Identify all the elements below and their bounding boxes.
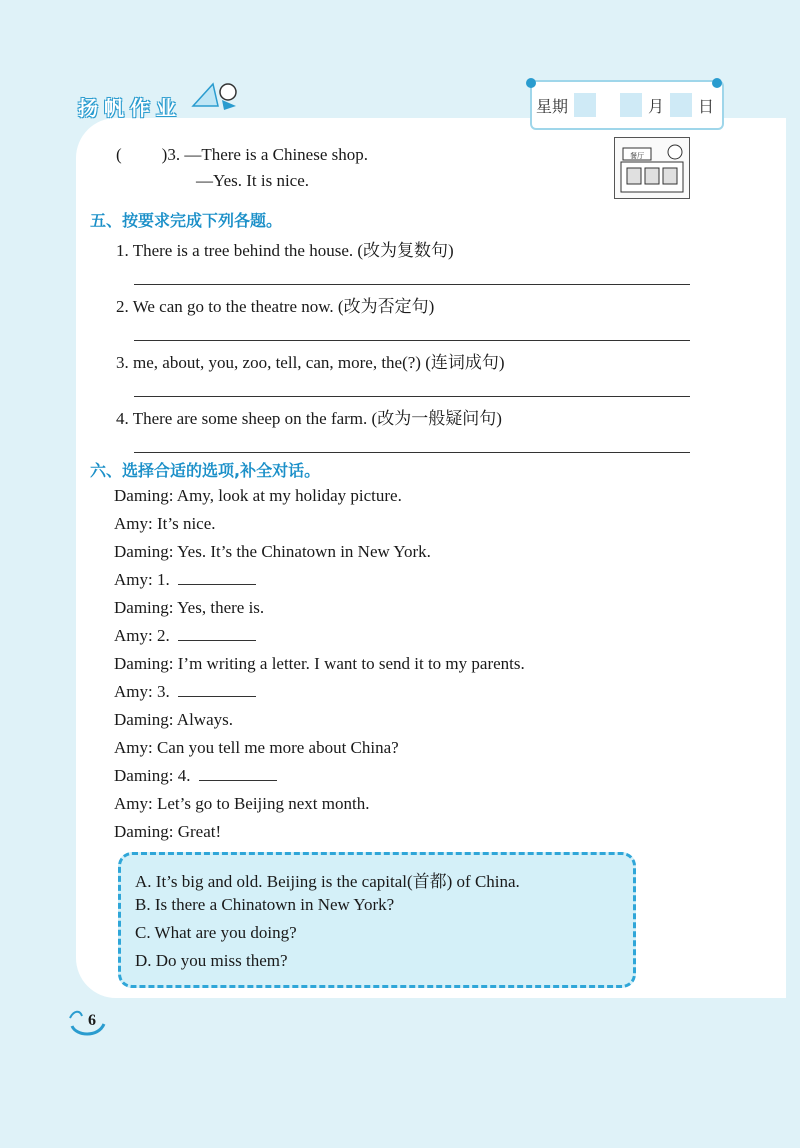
option-c: C. What are you doing? — [135, 923, 297, 942]
option-b: B. Is there a Chinatown in New York? — [135, 895, 395, 914]
option-d: D. Do you miss them? — [135, 951, 288, 970]
question-3-line1: —There is a Chinese shop. — [184, 145, 368, 164]
pin-icon — [712, 78, 722, 88]
dialogue-line: Amy: Let’s go to Beijing next month. — [114, 794, 370, 813]
answer-line-3[interactable] — [134, 396, 690, 397]
date-month-cell[interactable] — [620, 93, 642, 117]
dialogue-line-blank-1 — [114, 570, 256, 590]
section-5-title: 五、按要求完成下列各题。 — [90, 211, 283, 230]
question-3-line2: —Yes. It is nice. — [196, 171, 310, 190]
date-day-cell[interactable] — [670, 93, 692, 117]
dialogue-line: Daming: 4. — [114, 766, 191, 785]
dialogue-line: Daming: Yes. It’s the Chinatown in New York. — [114, 542, 431, 561]
part5-item-1: 1. There is a tree behind the house. (改为复数句) — [116, 241, 454, 260]
dialogue-line: Amy: 3. — [114, 682, 170, 701]
date-box — [530, 80, 724, 130]
dialogue-blank[interactable] — [178, 682, 256, 697]
date-week-cell[interactable] — [574, 93, 596, 117]
open-paren: ( — [116, 145, 122, 164]
answer-line-4[interactable] — [134, 452, 690, 453]
question-number: )3. — [161, 145, 181, 164]
shop-sign-text: 餐厅 — [630, 152, 644, 160]
part5-item-4: 4. There are some sheep on the farm. (改为一般疑问句) — [116, 409, 502, 428]
dialogue-line: Amy: 2. — [114, 626, 170, 645]
dialogue-line: Daming: Amy, look at my holiday picture. — [114, 486, 402, 505]
header-brand — [78, 88, 248, 124]
dialogue-line-blank-2 — [114, 626, 256, 646]
part5-item-3: 3. me, about, you, zoo, tell, can, more, the(?) (连词成句) — [116, 353, 505, 372]
dialogue-line: Daming: Always. — [114, 710, 233, 729]
question-3-bracket — [116, 145, 368, 165]
sail-boy-icon — [188, 76, 248, 116]
dialogue-line-blank-4 — [114, 766, 277, 786]
dialogue-blank[interactable] — [178, 570, 256, 585]
part5-item-2: 2. We can go to the theatre now. (改为否定句) — [116, 297, 435, 316]
answer-line-2[interactable] — [134, 340, 690, 341]
chinese-shop-image — [614, 137, 690, 199]
dialogue-line-blank-3 — [114, 682, 256, 702]
shop-icon — [615, 138, 689, 198]
section-6-title: 六、选择合适的选项,补全对话。 — [90, 461, 321, 480]
page-number: 6 — [88, 1012, 96, 1029]
dialogue-blank[interactable] — [199, 766, 277, 781]
brand-title: 扬帆作业 — [78, 95, 182, 120]
date-week-label: 星期 — [536, 96, 569, 116]
dialogue-line: Daming: I’m writing a letter. I want to send it to my parents. — [114, 654, 525, 673]
dialogue-line: Daming: Yes, there is. — [114, 598, 265, 617]
dialogue-line: Amy: 1. — [114, 570, 170, 589]
answer-line-1[interactable] — [134, 284, 690, 285]
options-box — [118, 852, 636, 988]
dialogue-line: Daming: Great! — [114, 822, 222, 841]
dialogue-line: Amy: Can you tell me more about China? — [114, 738, 399, 757]
date-day-label: 日 — [698, 96, 715, 116]
dialogue-blank[interactable] — [178, 626, 256, 641]
dialogue-line: Amy: It’s nice. — [114, 514, 216, 533]
date-month-label: 月 — [648, 96, 665, 116]
option-a: A. It’s big and old. Beijing is the capital(首都) of China. — [135, 872, 520, 891]
pin-icon — [526, 78, 536, 88]
